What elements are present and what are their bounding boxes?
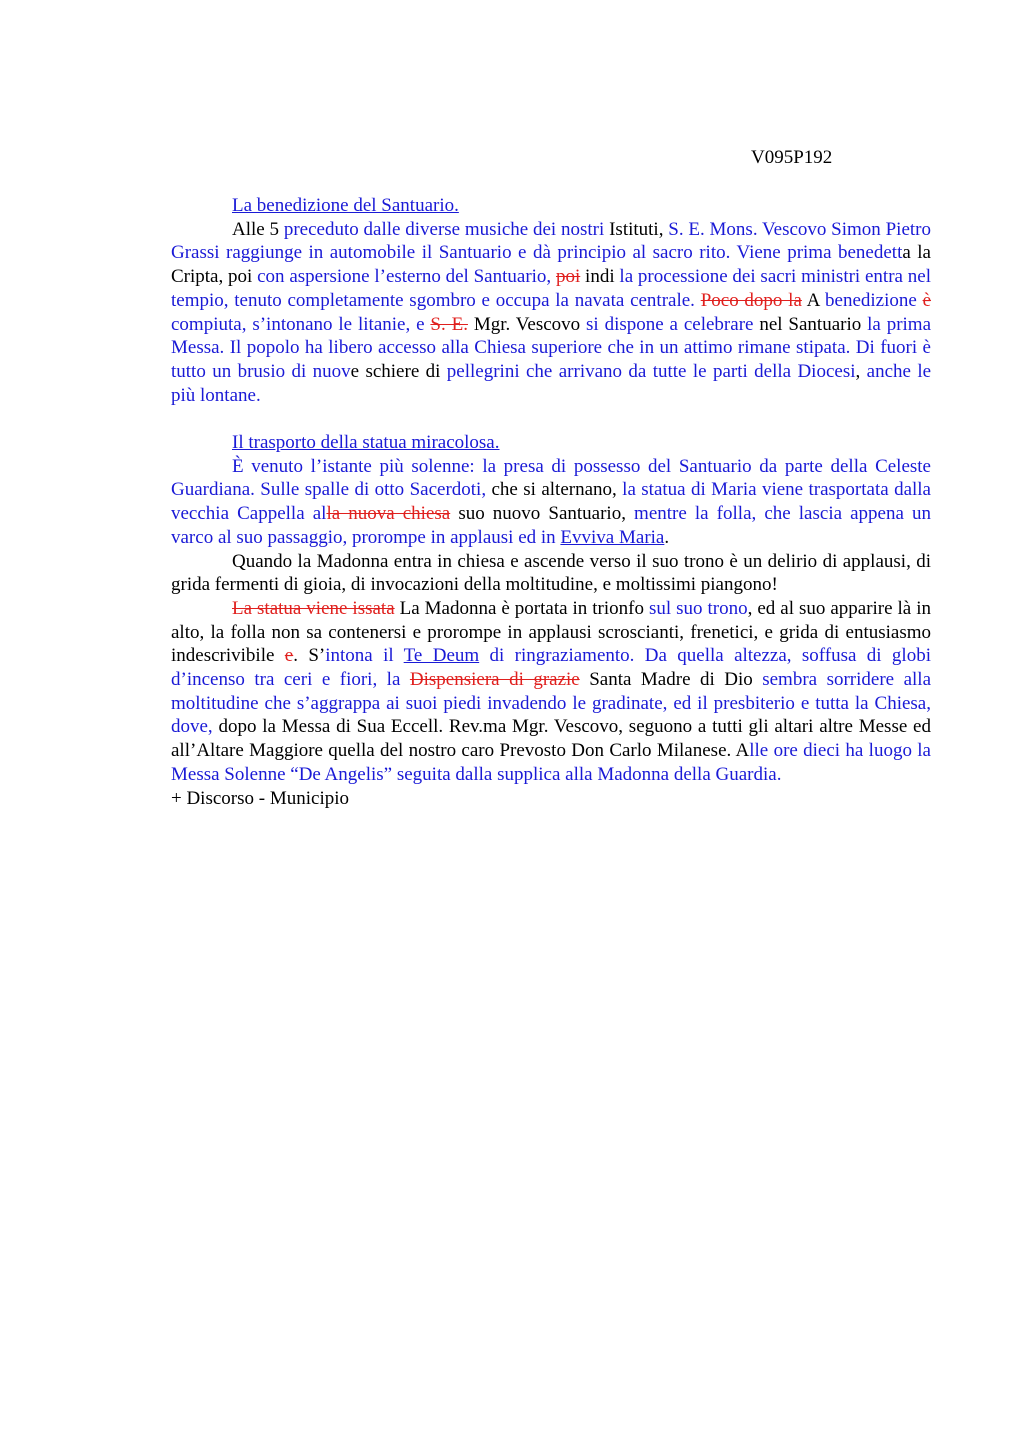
deleted-text: la nuova chiesa (326, 503, 451, 525)
inserted-text: sembra sorridere alla moltitudine che s’aggrappa ai suoi piedi invadendo le gradinate, ed il presbiterio e tutta la Chiesa, dove, (171, 669, 932, 738)
inserted-text: pellegrini che arrivano da tutte le parti della Diocesi (446, 360, 856, 382)
heading-text: Il trasporto della statua miracolosa. (232, 432, 500, 454)
inserted-text: benedizione (825, 289, 923, 311)
deleted-text: e (284, 645, 294, 667)
inserted-text: anche le più lontane. (171, 360, 932, 406)
text-run: La Madonna è portata in trionfo (394, 597, 649, 619)
heading-text: La benedizione del Santuario. (232, 195, 459, 216)
inserted-text: compiuta, s’intonano le litanie, e (171, 313, 431, 335)
paragraph-trionfo (171, 597, 931, 787)
paragraph-gap (171, 407, 931, 431)
closing-note: + Discorso - Municipio (171, 787, 350, 809)
inserted-text: S. E. Mons. Vescovo Simon Pietro Grassi raggiunge in automobile il Santuario e dà principio al sacro rito. Viene prima benedett (171, 218, 931, 264)
text-run: e schiere di (350, 360, 447, 382)
inserted-text: la statua di Maria viene trasportata dalla vecchia Cappella al (171, 479, 931, 525)
text-run: Istituti, (609, 218, 669, 240)
inserted-text: di ringraziamento. Da quella altezza, soffusa di globi d’incenso tra ceri e fiori, la (171, 645, 931, 691)
inserted-text: preceduto dalle diverse musiche dei nostri (283, 218, 610, 240)
section-heading-benedizione (171, 194, 931, 218)
inserted-text: intona il (325, 645, 404, 667)
text-run: Alle 5 (232, 218, 284, 240)
deleted-text: S. E. (430, 313, 468, 335)
inserted-text: con aspersione l’esterno del Santuario, (257, 266, 556, 288)
section-heading-trasporto (171, 431, 931, 455)
deleted-text: La statua viene issata (232, 597, 395, 619)
text-run: , ed al suo apparire là in alto, la folla non sa contenersi e prorompe in applausi scroscianti, frenetici, e grida di entusiasmo indescrivibile (171, 597, 932, 667)
deleted-text: è (922, 289, 932, 311)
paragraph-benedizione (171, 218, 931, 408)
text-run: che si alternano, (486, 479, 623, 501)
text-run: . (664, 526, 670, 548)
inserted-underlined-text: Te Deum (403, 645, 480, 667)
deleted-text: poi (555, 266, 581, 288)
text-run: suo nuovo Santuario, (450, 503, 635, 525)
inserted-text: mentre la folla, che lascia appena un varco al suo passaggio, prorompe in applausi ed in (171, 503, 932, 548)
text-run: indi (580, 266, 620, 288)
text-run: Mgr. Vescovo (467, 313, 587, 335)
inserted-text: sul suo trono (648, 597, 748, 619)
page-reference: V095P192 (751, 147, 833, 168)
deleted-text: Dispensiera di grazie (409, 669, 580, 691)
paragraph-trasporto (171, 455, 931, 550)
inserted-text: È venuto l’istante più solenne: la presa di possesso del Santuario da parte della Celeste Guardiana. Sulle spalle di otto Sacerdoti, (171, 455, 931, 501)
text-run: Santa Madre di Dio (579, 669, 763, 691)
deleted-text: Poco dopo la (700, 289, 802, 311)
text-run: nel Santuario (759, 313, 868, 335)
inserted-text: lle ore dieci ha luogo la Messa Solenne “De Angelis” seguita dalla supplica alla Madonna della Guardia. (171, 740, 931, 785)
inserted-text: la processione dei sacri ministri entra nel tempio, tenuto completamente sgombro e occupa la navata centrale. (171, 266, 931, 311)
text-run: , (855, 360, 867, 382)
paragraph-madonna-entra: Quando la Madonna entra in chiesa e ascende verso il suo trono è un delirio di applausi, di grida fermenti di gioia, di invocazioni della moltitudine, e moltissimi piangono! (171, 550, 931, 596)
text-run: . S’ (293, 645, 326, 667)
text-run: A (801, 289, 826, 311)
text-run: a la Cripta, poi (171, 242, 931, 288)
inserted-text: si dispone a celebrare (586, 313, 760, 335)
inserted-underlined-text: Evviva Maria (560, 526, 665, 548)
text-run: dopo la Messa di Sua Eccell. Rev.ma Mgr. Vescovo, seguono a tutti gli altari altre Messe ed all’Altare Maggiore quella del nostro caro Prevosto Don Carlo Milanese. A (171, 716, 931, 762)
document-body (171, 194, 931, 810)
inserted-text: la prima Messa. Il popolo ha libero accesso alla Chiesa superiore che in un attimo rimane stipata. Di fuori è tutto un brusio di nuov (171, 313, 932, 382)
